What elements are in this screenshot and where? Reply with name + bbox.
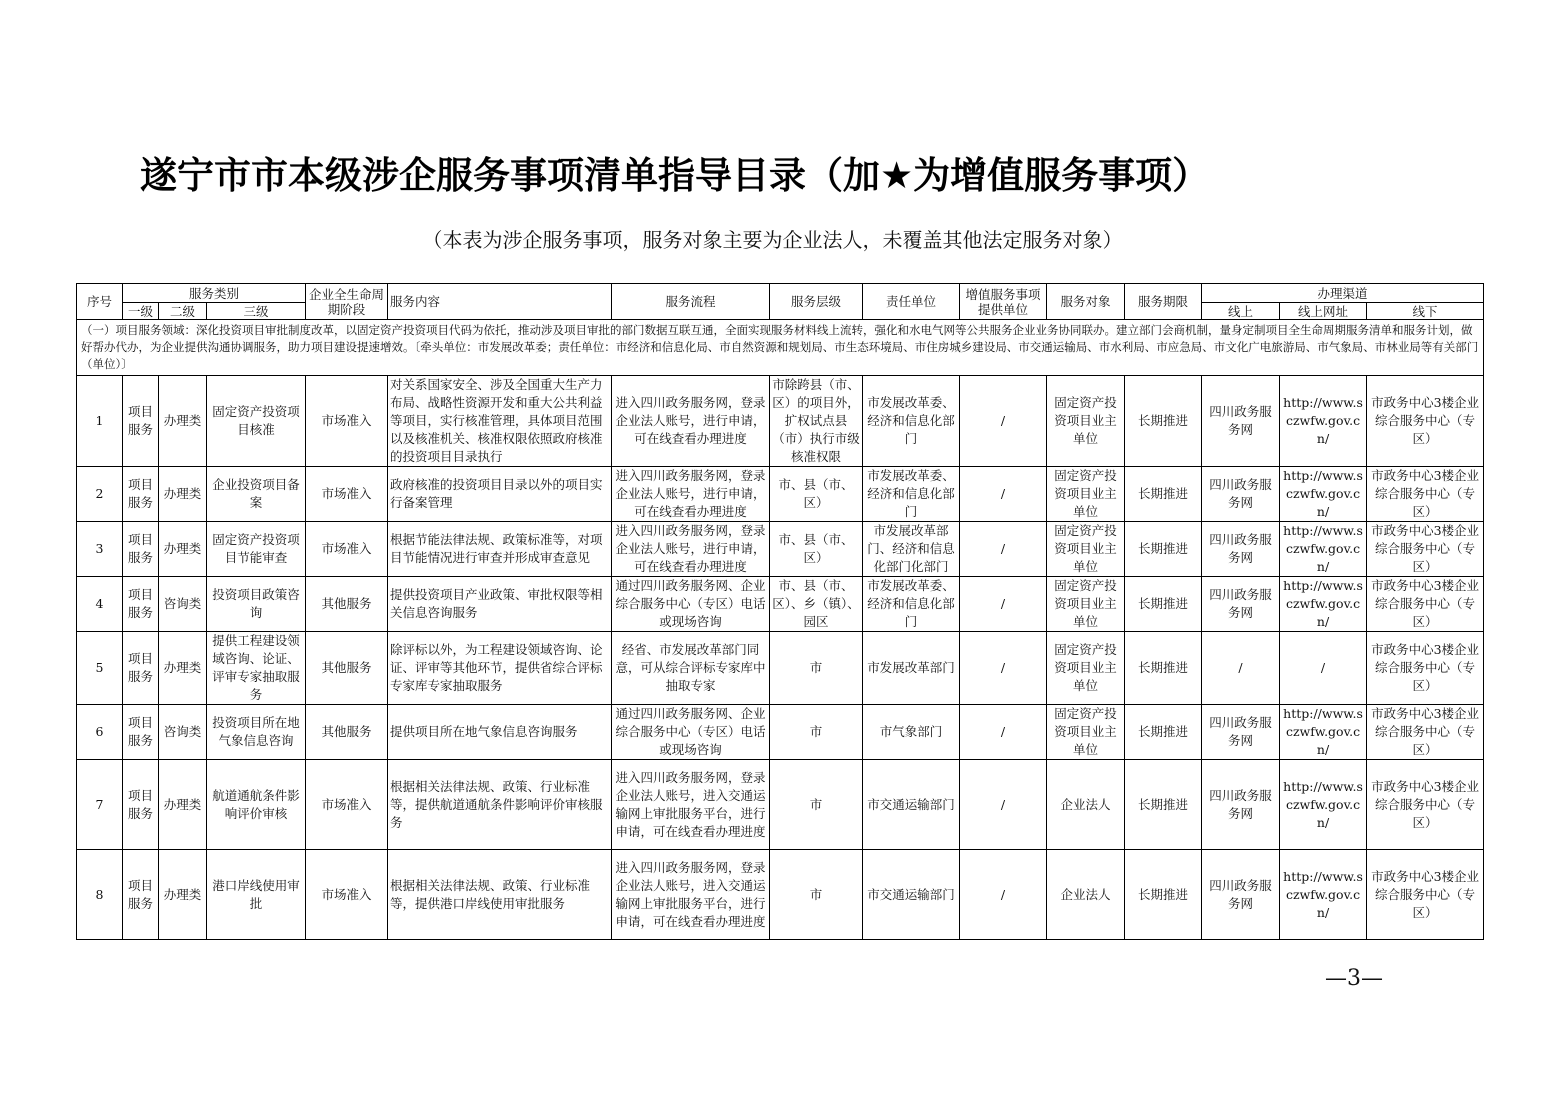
table-row: [77, 376, 1484, 467]
cell-level2: 办理类: [159, 467, 207, 522]
cell-process: 进入四川政务服务网，登录企业法人账号，进行申请，可在线查看办理进度: [612, 467, 770, 522]
cell-online-url: http://www.sczwfw.gov.cn/: [1280, 467, 1367, 522]
cell-tier: 市: [770, 705, 863, 760]
cell-unit: 市气象部门: [863, 705, 960, 760]
cell-value-added: /: [960, 632, 1047, 705]
cell-level3: 固定资产投资项目核准: [207, 376, 306, 467]
cell-tier: 市: [770, 850, 863, 940]
cell-unit: 市交通运输部门: [863, 850, 960, 940]
cell-level3: 固定资产投资项目节能审查: [207, 522, 306, 577]
cell-online-url: http://www.sczwfw.gov.cn/: [1280, 760, 1367, 850]
table-row: [77, 850, 1484, 940]
cell-online: 四川政务服务网: [1202, 760, 1280, 850]
cell-tier: 市、县（市、区）: [770, 522, 863, 577]
cell-offline: 市政务中心3楼企业综合服务中心（专区）: [1367, 376, 1484, 467]
cell-online-url: http://www.sczwfw.gov.cn/: [1280, 577, 1367, 632]
header-service-category: 服务类别: [123, 284, 306, 303]
cell-period: 长期推进: [1125, 705, 1202, 760]
cell-process: 通过四川政务服务网、企业综合服务中心（专区）电话或现场咨询: [612, 705, 770, 760]
cell-online: /: [1202, 632, 1280, 705]
cell-tier: 市、县（市、区）: [770, 467, 863, 522]
cell-level2: 办理类: [159, 632, 207, 705]
cell-process: 进入四川政务服务网，登录企业法人账号，进入交通运输网上审批服务平台，进行申请，可在线查看办理进度: [612, 760, 770, 850]
header-unit: 责任单位: [863, 284, 960, 320]
cell-value-added: /: [960, 705, 1047, 760]
cell-target: 固定资产投资项目业主单位: [1047, 705, 1125, 760]
cell-level2: 办理类: [159, 760, 207, 850]
cell-seq: 2: [77, 467, 123, 522]
cell-period: 长期推进: [1125, 760, 1202, 850]
cell-period: 长期推进: [1125, 376, 1202, 467]
cell-offline: 市政务中心3楼企业综合服务中心（专区）: [1367, 760, 1484, 850]
header-value-added: 增值服务事项提供单位: [960, 284, 1047, 320]
cell-process: 进入四川政务服务网，登录企业法人账号，进入交通运输网上审批服务平台，进行申请，可在线查看办理进度: [612, 850, 770, 940]
cell-target: 固定资产投资项目业主单位: [1047, 577, 1125, 632]
cell-value-added: /: [960, 760, 1047, 850]
cell-level2: 办理类: [159, 850, 207, 940]
cell-lifecycle: 市场准入: [306, 760, 388, 850]
section-note: （一）项目服务领域：深化投资项目审批制度改革，以固定资产投资项目代码为依托，推动涉及项目审批的部门数据互联互通，全面实现服务材料线上流转，强化和水电气网等公共服务企业业务协同联办。建立部门会商机制，量身定制项目全生命周期服务清单和服务计划，做好帮办代办，为企业提供沟通协调服务，助力项目建设提速增效。〔牵头单位：市发展改革委；责任单位：市经济和信息化局、市自然资源和规划局、市生态环境局、市住房城乡建设局、市交通运输局、市水利局、市应急局、市文化广电旅游局、市气象局、市林业局等有关部门（单位）〕: [77, 320, 1484, 376]
cell-level2: 咨询类: [159, 705, 207, 760]
cell-unit: 市发展改革委、经济和信息化部门: [863, 467, 960, 522]
cell-lifecycle: 其他服务: [306, 705, 388, 760]
cell-lifecycle: 市场准入: [306, 522, 388, 577]
cell-seq: 8: [77, 850, 123, 940]
cell-level3: 航道通航条件影响评价审核: [207, 760, 306, 850]
table-row: [77, 522, 1484, 577]
cell-lifecycle: 市场准入: [306, 376, 388, 467]
cell-seq: 5: [77, 632, 123, 705]
table-row: [77, 467, 1484, 522]
page-title: 遂宁市市本级涉企服务事项清单指导目录（加★为增值服务事项）: [140, 154, 1210, 197]
cell-level2: 咨询类: [159, 577, 207, 632]
cell-period: 长期推进: [1125, 467, 1202, 522]
header-lifecycle: 企业全生命周期阶段: [306, 284, 388, 320]
cell-content: 根据节能法律法规、政策标准等，对项目节能情况进行审查并形成审查意见: [388, 522, 612, 577]
cell-content: 根据相关法律法规、政策、行业标准等，提供港口岸线使用审批服务: [388, 850, 612, 940]
cell-level1: 项目服务: [123, 760, 159, 850]
cell-period: 长期推进: [1125, 632, 1202, 705]
cell-unit: 市发展改革部门: [863, 632, 960, 705]
cell-seq: 4: [77, 577, 123, 632]
table-row: [77, 705, 1484, 760]
cell-online-url: http://www.sczwfw.gov.cn/: [1280, 376, 1367, 467]
cell-online-url: /: [1280, 632, 1367, 705]
cell-tier: 市、县（市、区）、乡（镇）、园区: [770, 577, 863, 632]
cell-online-url: http://www.sczwfw.gov.cn/: [1280, 850, 1367, 940]
cell-unit: 市交通运输部门: [863, 760, 960, 850]
cell-online-url: http://www.sczwfw.gov.cn/: [1280, 522, 1367, 577]
cell-process: 进入四川政务服务网，登录企业法人账号，进行申请，可在线查看办理进度: [612, 522, 770, 577]
cell-content: 提供项目所在地气象信息咨询服务: [388, 705, 612, 760]
cell-value-added: /: [960, 467, 1047, 522]
cell-online: 四川政务服务网: [1202, 467, 1280, 522]
cell-offline: 市政务中心3楼企业综合服务中心（专区）: [1367, 850, 1484, 940]
cell-content: 对关系国家安全、涉及全国重大生产力布局、战略性资源开发和重大公共利益等项目，实行核准管理，具体项目范围以及核准机关、核准权限依照政府核准的投资项目目录执行: [388, 376, 612, 467]
header-channels: 办理渠道: [1202, 284, 1484, 303]
header-target: 服务对象: [1047, 284, 1125, 320]
cell-period: 长期推进: [1125, 850, 1202, 940]
cell-target: 固定资产投资项目业主单位: [1047, 376, 1125, 467]
cell-value-added: /: [960, 577, 1047, 632]
cell-lifecycle: 其他服务: [306, 632, 388, 705]
header-level3: 三级: [207, 303, 306, 320]
cell-lifecycle: 其他服务: [306, 577, 388, 632]
cell-offline: 市政务中心3楼企业综合服务中心（专区）: [1367, 632, 1484, 705]
cell-target: 固定资产投资项目业主单位: [1047, 467, 1125, 522]
cell-target: 企业法人: [1047, 850, 1125, 940]
cell-online: 四川政务服务网: [1202, 522, 1280, 577]
cell-target: 企业法人: [1047, 760, 1125, 850]
page-subtitle: [0, 224, 1559, 253]
header-process: 服务流程: [612, 284, 770, 320]
cell-seq: 7: [77, 760, 123, 850]
cell-offline: 市政务中心3楼企业综合服务中心（专区）: [1367, 577, 1484, 632]
header-level2: 二级: [159, 303, 207, 320]
cell-process: 通过四川政务服务网、企业综合服务中心（专区）电话或现场咨询: [612, 577, 770, 632]
cell-process: 经省、市发展改革部门同意，可从综合评标专家库中抽取专家: [612, 632, 770, 705]
cell-online: 四川政务服务网: [1202, 376, 1280, 467]
cell-level1: 项目服务: [123, 577, 159, 632]
cell-unit: 市发展改革委、经济和信息化部门: [863, 577, 960, 632]
service-catalog-table: [76, 283, 1484, 940]
cell-level3: 港口岸线使用审批: [207, 850, 306, 940]
header-content: 服务内容: [388, 284, 612, 320]
cell-level3: 投资项目政策咨询: [207, 577, 306, 632]
cell-lifecycle: 市场准入: [306, 467, 388, 522]
cell-offline: 市政务中心3楼企业综合服务中心（专区）: [1367, 522, 1484, 577]
cell-level1: 项目服务: [123, 850, 159, 940]
header-offline: 线下: [1367, 303, 1484, 320]
subtitle-text: （本表为涉企服务事项，服务对象主要为企业法人，未覆盖其他法定服务对象）: [422, 228, 1123, 252]
cell-content: 提供投资项目产业政策、审批权限等相关信息咨询服务: [388, 577, 612, 632]
cell-seq: 1: [77, 376, 123, 467]
cell-target: 固定资产投资项目业主单位: [1047, 632, 1125, 705]
cell-level1: 项目服务: [123, 705, 159, 760]
cell-offline: 市政务中心3楼企业综合服务中心（专区）: [1367, 705, 1484, 760]
header-online: 线上: [1202, 303, 1280, 320]
cell-level1: 项目服务: [123, 632, 159, 705]
cell-level1: 项目服务: [123, 522, 159, 577]
cell-online: 四川政务服务网: [1202, 577, 1280, 632]
cell-tier: 市: [770, 760, 863, 850]
cell-period: 长期推进: [1125, 577, 1202, 632]
header-period: 服务期限: [1125, 284, 1202, 320]
header-tier: 服务层级: [770, 284, 863, 320]
cell-online: 四川政务服务网: [1202, 850, 1280, 940]
cell-period: 长期推进: [1125, 522, 1202, 577]
cell-unit: 市发展改革委、经济和信息化部门: [863, 376, 960, 467]
cell-lifecycle: 市场准入: [306, 850, 388, 940]
cell-online: 四川政务服务网: [1202, 705, 1280, 760]
cell-level1: 项目服务: [123, 376, 159, 467]
page-number: —3—: [1325, 966, 1383, 991]
cell-content: 政府核准的投资项目目录以外的项目实行备案管理: [388, 467, 612, 522]
cell-level2: 办理类: [159, 522, 207, 577]
cell-level3: 提供工程建设领域咨询、论证、评审专家抽取服务: [207, 632, 306, 705]
cell-content: 除评标以外，为工程建设领域咨询、论证、评审等其他环节，提供省综合评标专家库专家抽取服务: [388, 632, 612, 705]
table-row: [77, 760, 1484, 850]
cell-level3: 投资项目所在地气象信息咨询: [207, 705, 306, 760]
table-row: [77, 577, 1484, 632]
table-row: [77, 632, 1484, 705]
cell-online-url: http://www.sczwfw.gov.cn/: [1280, 705, 1367, 760]
cell-offline: 市政务中心3楼企业综合服务中心（专区）: [1367, 467, 1484, 522]
cell-value-added: /: [960, 522, 1047, 577]
cell-content: 根据相关法律法规、政策、行业标准等，提供航道通航条件影响评价审核服务: [388, 760, 612, 850]
header-level1: 一级: [123, 303, 159, 320]
cell-seq: 3: [77, 522, 123, 577]
cell-seq: 6: [77, 705, 123, 760]
cell-value-added: /: [960, 376, 1047, 467]
header-online-url: 线上网址: [1280, 303, 1367, 320]
cell-value-added: /: [960, 850, 1047, 940]
cell-tier: 市除跨县（市、区）的项目外，扩权试点县（市）执行市级核准权限: [770, 376, 863, 467]
cell-unit: 市发展改革部门、经济和信息化部门化部门: [863, 522, 960, 577]
cell-level3: 企业投资项目备案: [207, 467, 306, 522]
cell-level2: 办理类: [159, 376, 207, 467]
cell-level1: 项目服务: [123, 467, 159, 522]
cell-target: 固定资产投资项目业主单位: [1047, 522, 1125, 577]
cell-process: 进入四川政务服务网，登录企业法人账号，进行申请，可在线查看办理进度: [612, 376, 770, 467]
header-seq: 序号: [77, 284, 123, 320]
cell-tier: 市: [770, 632, 863, 705]
